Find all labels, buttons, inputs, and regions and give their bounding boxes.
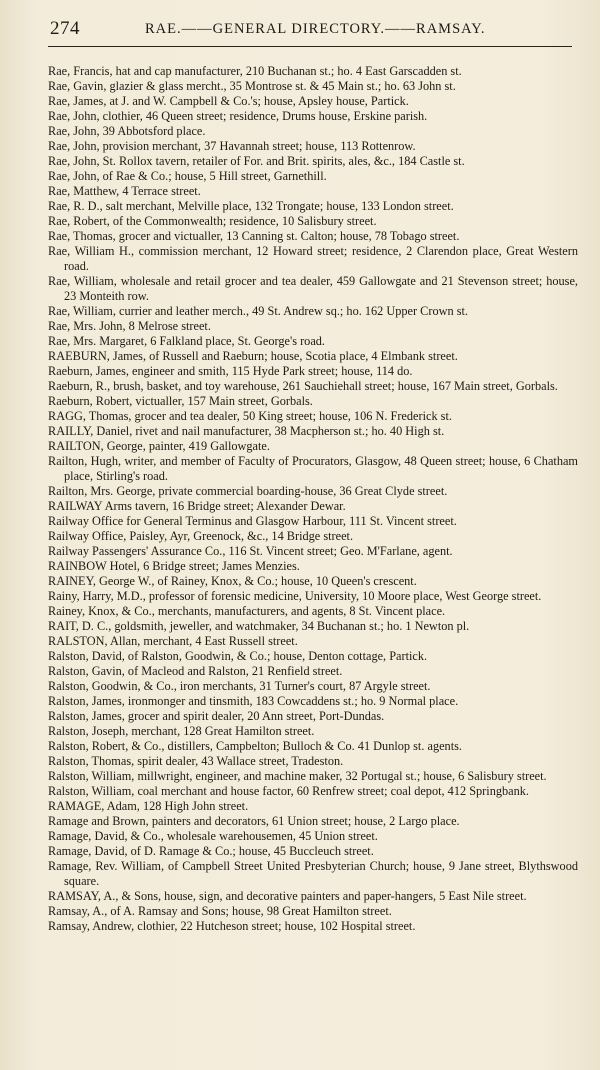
directory-entry: Ralston, James, ironmonger and tinsmith, 183 Cowcaddens st.; ho. 9 Normal place.: [48, 694, 459, 708]
running-head: RAE.——GENERAL DIRECTORY.——RAMSAY.: [145, 21, 486, 37]
directory-entry: Rae, R. D., salt merchant, Melville place, 132 Trongate; house, 133 London street.: [48, 199, 454, 213]
directory-entry: Railway Office for General Terminus and Glasgow Harbour, 111 St. Vincent street.: [48, 514, 457, 528]
directory-entry: RAILLY, Daniel, rivet and nail manufacturer, 38 Macpherson st.; ho. 40 High st.: [48, 424, 445, 438]
directory-entry: Railton, Hugh, writer, and member of Faculty of Procurators, Glasgow, 48 Queen street; house, 6 Chatham place, Stirling's road.: [48, 454, 578, 483]
directory-entry: RAMSAY, A., & Sons, house, sign, and decorative painters and paper-hangers, 5 East Nile street.: [48, 889, 527, 903]
directory-entry: Rae, Mrs. Margaret, 6 Falkland place, St. George's road.: [48, 334, 326, 348]
directory-entry: Ramage, David, & Co., wholesale warehousemen, 45 Union street.: [48, 829, 378, 843]
directory-entry: Ramage, Rev. William, of Campbell Street United Presbyterian Church; house, 9 Jane street, Blythswood square.: [48, 859, 578, 888]
header-rule: [48, 46, 572, 47]
directory-entry: Rae, William, currier and leather merch., 49 St. Andrew sq.; ho. 162 Upper Crown st.: [48, 304, 469, 318]
directory-entry: Ralston, Thomas, spirit dealer, 43 Wallace street, Tradeston.: [48, 754, 344, 768]
directory-entry: Railton, Mrs. George, private commercial boarding-house, 36 Great Clyde street.: [48, 484, 448, 498]
directory-entries: [48, 64, 578, 934]
directory-entry: Ramsay, A., of A. Ramsay and Sons; house, 98 Great Hamilton street.: [48, 904, 392, 918]
directory-entry: RAILWAY Arms tavern, 16 Bridge street; Alexander Dewar.: [48, 499, 346, 513]
directory-entry: Ralston, James, grocer and spirit dealer, 20 Ann street, Port-Dundas.: [48, 709, 385, 723]
directory-entry: Rae, John, St. Rollox tavern, retailer of For. and Brit. spirits, ales, &c., 184 Castle st.: [48, 154, 465, 168]
directory-entry: Rae, Gavin, glazier & glass mercht., 35 Montrose st. & 45 Main st.; ho. 63 John st.: [48, 79, 456, 93]
directory-entry: RAILTON, George, painter, 419 Gallowgate.: [48, 439, 270, 453]
directory-entry: Rae, Matthew, 4 Terrace street.: [48, 184, 201, 198]
directory-entry: Rae, John, 39 Abbotsford place.: [48, 124, 206, 138]
directory-entry: Rae, William, wholesale and retail grocer and tea dealer, 459 Gallowgate and 21 Stevenson street; house, 23 Monteith row.: [48, 274, 578, 303]
directory-entry: Ralston, David, of Ralston, Goodwin, & Co.; house, Denton cottage, Partick.: [48, 649, 428, 663]
directory-entry: Rae, James, at J. and W. Campbell & Co.'s; house, Apsley house, Partick.: [48, 94, 409, 108]
directory-entry: Rae, John, provision merchant, 37 Havannah street; house, 113 Rottenrow.: [48, 139, 416, 153]
directory-entry: RAMAGE, Adam, 128 High John street.: [48, 799, 249, 813]
directory-entry: Rae, Robert, of the Commonwealth; residence, 10 Salisbury street.: [48, 214, 377, 228]
directory-entry: Ramage, David, of D. Ramage & Co.; house, 45 Buccleuch street.: [48, 844, 374, 858]
directory-entry: Railway Passengers' Assurance Co., 116 St. Vincent street; Geo. M'Farlane, agent.: [48, 544, 453, 558]
directory-entry: Rae, John, of Rae & Co.; house, 5 Hill street, Garnethill.: [48, 169, 327, 183]
directory-entry: Ramsay, Andrew, clothier, 22 Hutcheson street; house, 102 Hospital street.: [48, 919, 416, 933]
directory-entry: Raeburn, James, engineer and smith, 115 Hyde Park street; house, 114 do.: [48, 364, 413, 378]
directory-entry: Raeburn, Robert, victualler, 157 Main street, Gorbals.: [48, 394, 313, 408]
page-header: [0, 18, 600, 42]
directory-entry: RAINEY, George W., of Rainey, Knox, & Co.; house, 10 Queen's crescent.: [48, 574, 417, 588]
directory-entry: Rae, William H., commission merchant, 12 Howard street; residence, 2 Clarendon place, Great Western road.: [48, 244, 578, 273]
directory-entry: Ramage and Brown, painters and decorators, 61 Union street; house, 2 Largo place.: [48, 814, 460, 828]
directory-entry: Ralston, Robert, & Co., distillers, Campbelton; Bulloch & Co. 41 Dunlop st. agents.: [48, 739, 462, 753]
directory-entry: Railway Office, Paisley, Ayr, Greenock, &c., 14 Bridge street.: [48, 529, 354, 543]
directory-entry: Rae, John, clothier, 46 Queen street; residence, Drums house, Erskine parish.: [48, 109, 428, 123]
page-number: 274: [50, 18, 80, 39]
directory-entry: Ralston, Gavin, of Macleod and Ralston, 21 Renfield street.: [48, 664, 343, 678]
directory-entry: Rainey, Knox, & Co., merchants, manufacturers, and agents, 8 St. Vincent place.: [48, 604, 446, 618]
directory-entry: Rainy, Harry, M.D., professor of forensic medicine, University, 10 Moore place, West George street.: [48, 589, 542, 603]
directory-entry: Ralston, Joseph, merchant, 128 Great Hamilton street.: [48, 724, 315, 738]
directory-entry: Ralston, William, millwright, engineer, and machine maker, 32 Portugal st.; house, 6 Salisbury street.: [48, 769, 547, 783]
directory-entry: Rae, Thomas, grocer and victualler, 13 Canning st. Calton; house, 78 Tobago street.: [48, 229, 460, 243]
directory-entry: Rae, Mrs. John, 8 Melrose street.: [48, 319, 211, 333]
directory-entry: Raeburn, R., brush, basket, and toy warehouse, 261 Sauchiehall street; house, 167 Main street, Gorbals.: [48, 379, 558, 393]
directory-entry: Rae, Francis, hat and cap manufacturer, 210 Buchanan st.; ho. 4 East Garscadden st.: [48, 64, 462, 78]
directory-entry: RALSTON, Allan, merchant, 4 East Russell street.: [48, 634, 298, 648]
directory-entry: RAINBOW Hotel, 6 Bridge street; James Menzies.: [48, 559, 300, 573]
directory-entry: RAEBURN, James, of Russell and Raeburn; house, Scotia place, 4 Elmbank street.: [48, 349, 458, 363]
directory-entry: RAIT, D. C., goldsmith, jeweller, and watchmaker, 34 Buchanan st.; ho. 1 Newton pl.: [48, 619, 470, 633]
directory-entry: Ralston, William, coal merchant and house factor, 60 Renfrew street; coal depot, 412 Springbank.: [48, 784, 529, 798]
directory-entry: Ralston, Goodwin, & Co., iron merchants, 31 Turner's court, 87 Argyle street.: [48, 679, 431, 693]
directory-entry: RAGG, Thomas, grocer and tea dealer, 50 King street; house, 106 N. Frederick st.: [48, 409, 452, 423]
